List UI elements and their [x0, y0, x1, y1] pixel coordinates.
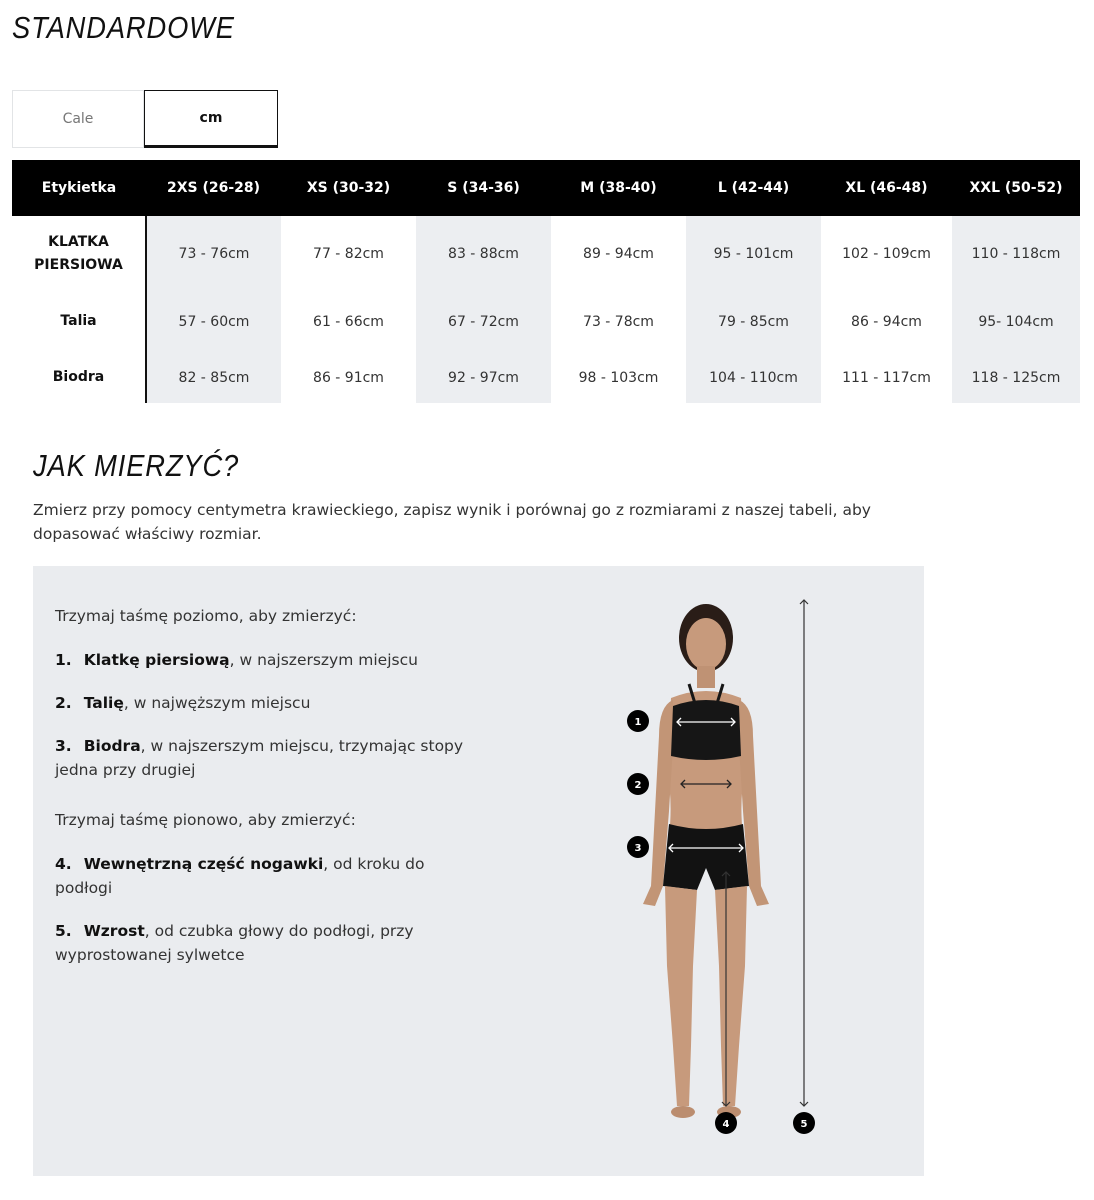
vertical-intro: Trzymaj taśmę pionowo, aby zmierzyć: — [55, 811, 356, 829]
marker-label: 3 — [634, 843, 642, 854]
table-cell: 111 - 117cm — [842, 369, 931, 386]
header-cell-size: 2XS (26-28) — [146, 160, 281, 216]
row-label-chest — [12, 216, 146, 291]
header-cell-size: XS (30-32) — [281, 160, 416, 216]
instruction-number: 1. — [55, 651, 72, 669]
table-cell: 61 - 66cm — [313, 313, 384, 330]
marker-label: 4 — [722, 1119, 730, 1130]
how-to-measure-description: Zmierz przy pomocy centymetra krawieckiego, zapisz wynik i porównaj go z rozmiarami z naszej tabeli, aby dopasować właściwy rozmiar. — [33, 501, 871, 543]
unit-option-inches[interactable]: Cale — [12, 90, 144, 148]
marker-label: 2 — [634, 780, 642, 791]
instruction-number: 5. — [55, 922, 72, 940]
instruction-keyword: Talię — [83, 694, 124, 712]
table-cell: 95- 104cm — [952, 291, 1080, 352]
header-cell-size: XXL (50-52) — [952, 160, 1080, 216]
instruction-item — [55, 852, 485, 900]
table-cell: 57 - 60cm — [146, 291, 281, 352]
header-cell-size: XL (46-48) — [821, 160, 952, 216]
instruction-number: 4. — [55, 855, 72, 873]
table-cell: 110 - 118cm — [952, 216, 1080, 291]
row-label-text: KLATKA PIERSIOWA — [34, 233, 123, 273]
table-cell: 92 - 97cm — [416, 352, 551, 403]
instruction-keyword: Wzrost — [83, 922, 145, 940]
header-cell-size: L (42-44) — [686, 160, 821, 216]
body-silhouette — [643, 604, 769, 1118]
body-measurement-figure — [593, 586, 893, 1166]
row-label-waist: Talia — [12, 291, 146, 352]
marker-2 — [627, 773, 649, 795]
unit-option-cm[interactable]: cm — [144, 90, 278, 148]
how-to-measure-title: JAK MIERZYĆ? — [33, 448, 240, 483]
table-cell: 118 - 125cm — [952, 352, 1080, 403]
table-cell: 67 - 72cm — [416, 291, 551, 352]
header-cell-label: Etykietka — [12, 160, 146, 216]
marker-4 — [715, 1112, 737, 1134]
table-cell: 73 - 78cm — [583, 313, 654, 330]
table-cell: 98 - 103cm — [578, 369, 659, 386]
marker-3 — [627, 836, 649, 858]
table-cell: 82 - 85cm — [146, 352, 281, 403]
table-header-row — [12, 160, 1080, 216]
instruction-text: , w najszerszym miejscu — [229, 651, 418, 669]
table-row — [12, 216, 1080, 291]
instruction-text: , w najszerszym miejscu, trzymając stopy jedna przy drugiej — [55, 737, 464, 779]
marker-label: 5 — [800, 1119, 808, 1130]
marker-1 — [627, 710, 649, 732]
instruction-item — [55, 734, 485, 782]
table-cell: 104 - 110cm — [686, 352, 821, 403]
table-cell: 102 - 109cm — [842, 245, 931, 262]
table-cell: 89 - 94cm — [583, 245, 654, 262]
horizontal-intro: Trzymaj taśmę poziomo, aby zmierzyć: — [55, 607, 357, 625]
instruction-number: 2. — [55, 694, 72, 712]
instruction-item — [55, 691, 485, 715]
table-cell: 77 - 82cm — [313, 245, 384, 262]
header-cell-size: M (38-40) — [551, 160, 686, 216]
marker-label: 1 — [634, 717, 642, 728]
table-row — [12, 352, 1080, 403]
measurement-guide-panel — [33, 566, 924, 1176]
instruction-text: , od kroku do podłogi — [55, 855, 425, 897]
unit-toggle — [12, 90, 278, 148]
instruction-text: , w najwęższym miejscu — [123, 694, 311, 712]
table-cell: 73 - 76cm — [146, 216, 281, 291]
table-cell: 83 - 88cm — [416, 216, 551, 291]
measurement-instructions — [55, 604, 485, 986]
instruction-keyword: Klatkę piersiową — [83, 651, 230, 669]
page-title: STANDARDOWE — [12, 10, 235, 45]
table-cell: 95 - 101cm — [686, 216, 821, 291]
table-row — [12, 291, 1080, 352]
instruction-item — [55, 919, 485, 967]
size-chart-table — [12, 160, 1080, 403]
table-cell: 86 - 94cm — [851, 313, 922, 330]
instruction-item — [55, 648, 485, 672]
instruction-keyword: Wewnętrzną część nogawki — [83, 855, 324, 873]
instruction-number: 3. — [55, 737, 72, 755]
table-cell: 86 - 91cm — [313, 369, 384, 386]
header-cell-size: S (34-36) — [416, 160, 551, 216]
marker-5 — [793, 1112, 815, 1134]
instruction-keyword: Biodra — [83, 737, 141, 755]
row-label-hips: Biodra — [12, 352, 146, 403]
table-cell: 79 - 85cm — [686, 291, 821, 352]
instruction-text: , od czubka głowy do podłogi, przy wyprostowanej sylwetce — [55, 922, 414, 964]
